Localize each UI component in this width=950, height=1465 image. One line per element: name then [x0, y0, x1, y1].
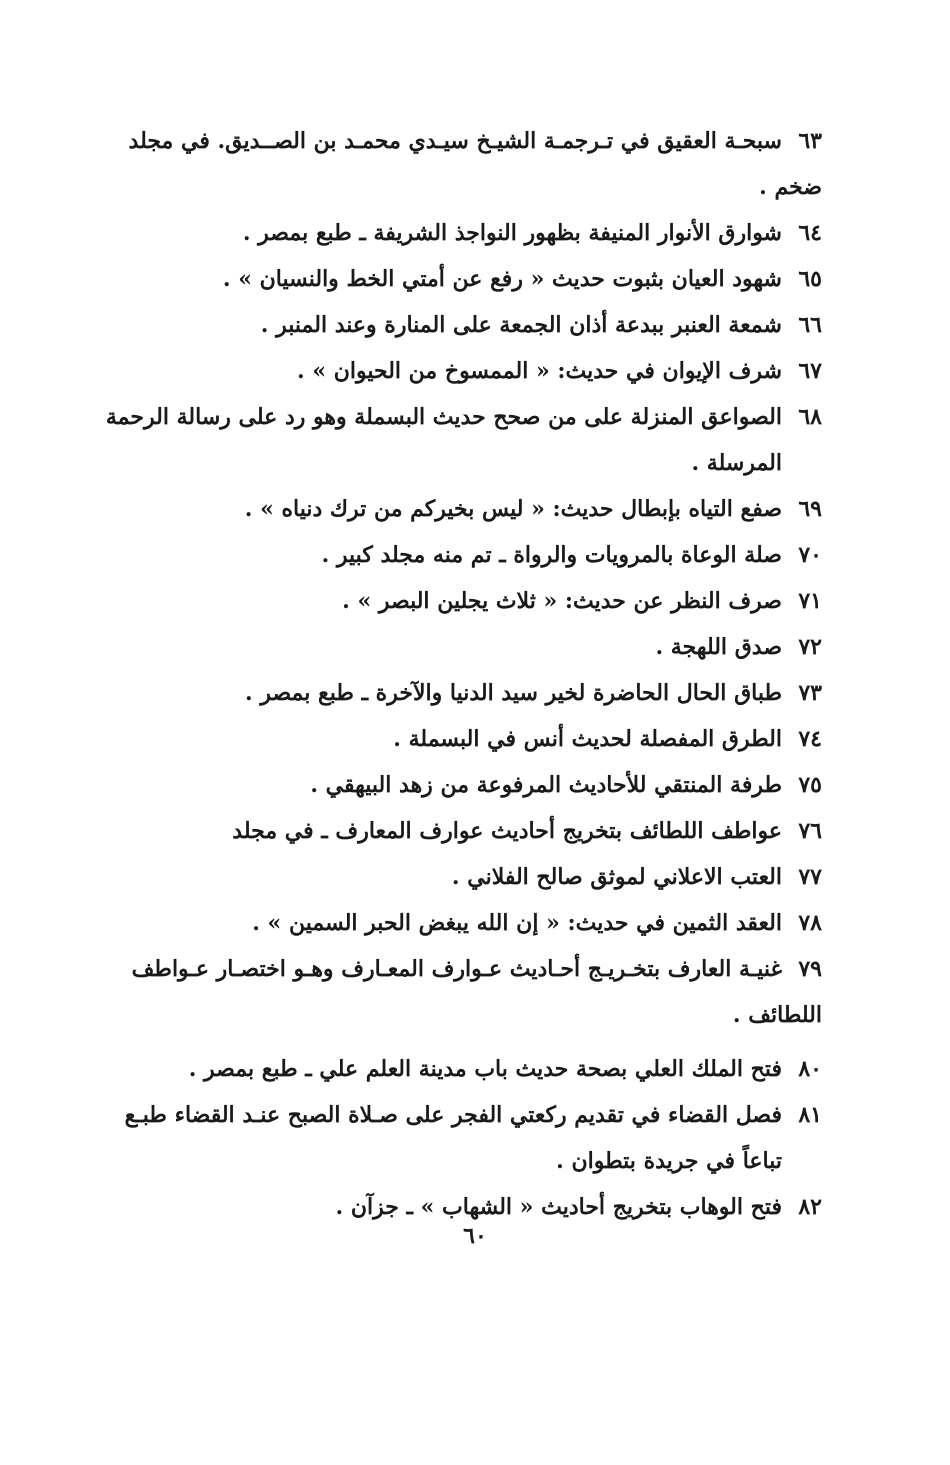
entry-text: صفع التياه بإبطال حديث: « ليس بخيركم من ترك دنياه » .	[244, 496, 782, 522]
entry-text: صدق اللهجة .	[655, 634, 782, 660]
entry-number: ٧١	[798, 588, 822, 614]
entry-text: طرفة المنتقي للأحاديث المرفوعة من زهد البيهقي .	[310, 772, 782, 798]
entry-number: ٦٧	[798, 358, 822, 384]
list-item	[92, 762, 822, 808]
entry-text: صلة الوعاة بالمرويات والرواة ـ تم منه مجلد كبير .	[321, 542, 782, 568]
list-item	[92, 394, 822, 486]
entry-line: فصل القضاء في تقديم ركعتي الفجر على صـلاة الصبح عنـد القضاء طبـع	[124, 1102, 782, 1128]
entry-text: شهود العيان بثبوت حديث « رفع عن أمتي الخط والنسيان » .	[222, 266, 782, 292]
entry-text: عواطف اللطائف بتخريج أحاديث عوارف المعارف ـ في مجلد	[232, 818, 782, 844]
entry-number: ٧٤	[798, 726, 822, 752]
list-item	[92, 256, 822, 302]
list-item	[92, 946, 822, 1038]
list-item	[92, 486, 822, 532]
entry-number: ٨١	[798, 1102, 822, 1128]
entry-number: ٦٩	[798, 496, 822, 522]
entry-text: العقد الثمين في حديث: « إن الله يبغض الحبر السمين » .	[252, 910, 782, 936]
entry-line: سبحـة العقيق في تـرجمـة الشيـخ سيـدي محمـد بن الصــديق. في مجلد	[128, 128, 782, 154]
page-number: ٦٠	[463, 1223, 487, 1249]
entry-text: فتح الوهاب بتخريج أحاديث « الشهاب » ـ جزآن .	[335, 1194, 782, 1220]
entry-number: ٧٧	[798, 864, 822, 890]
entry-text: شمعة العنبر ببدعة أذان الجمعة على المنارة وعند المنبر .	[260, 312, 782, 338]
list-item	[92, 1092, 822, 1184]
entry-number: ٨٢	[798, 1194, 822, 1220]
entry-number: ٦٥	[798, 266, 822, 292]
entry-text: شرف الإيوان في حديث: « الممسوخ من الحيوان » .	[297, 358, 782, 384]
list-item	[92, 900, 822, 946]
entry-text	[66, 394, 782, 486]
entry-number: ٦٣	[798, 128, 822, 154]
entry-text: شوارق الأنوار المنيفة بظهور النواجذ الشريفة ـ طبع بمصر .	[242, 220, 782, 246]
entry-number: ٦٦	[798, 312, 822, 338]
entry-number: ٧٣	[798, 680, 822, 706]
list-item	[92, 578, 822, 624]
list-item	[92, 1046, 822, 1092]
list-item	[92, 348, 822, 394]
list-item	[92, 118, 822, 210]
entry-text: العتب الاعلاني لموثق صالح الفلاني .	[451, 864, 782, 890]
list-item	[92, 808, 822, 854]
entry-number: ٧٦	[798, 818, 822, 844]
entry-text: فتح الملك العلي بصحة حديث باب مدينة العلم علي ـ طبع بمصر .	[188, 1056, 782, 1082]
list-item	[92, 670, 822, 716]
spacer	[92, 1038, 822, 1046]
list-item	[92, 210, 822, 256]
entry-number: ٧٠	[798, 542, 822, 568]
entry-text: الطرق المفصلة لحديث أنس في البسملة .	[393, 726, 782, 752]
entry-number: ٧٩	[798, 956, 822, 982]
list-item	[92, 716, 822, 762]
entry-text: صرف النظر عن حديث: « ثلاث يجلين البصر » .	[342, 588, 782, 614]
entry-continuation: تباعاً في جريدة بتطوان .	[556, 1148, 782, 1174]
list-item	[92, 532, 822, 578]
entry-text: طباق الحال الحاضرة لخير سيد الدنيا والآخرة ـ طبع بمصر .	[245, 680, 782, 706]
entry-continuation: ضخم .	[759, 174, 822, 200]
entry-line: الصواعق المنزلة على من صحح حديث البسملة وهو رد على رسالة الرحمة	[105, 404, 782, 430]
list-item	[92, 302, 822, 348]
entry-number: ٦٨	[798, 404, 822, 430]
list-item	[92, 854, 822, 900]
entry-number: ٧٢	[798, 634, 822, 660]
entry-number: ٦٤	[798, 220, 822, 246]
entry-number: ٧٥	[798, 772, 822, 798]
entry-number: ٨٠	[798, 1056, 822, 1082]
entry-number: ٧٨	[798, 910, 822, 936]
entry-text	[66, 1092, 782, 1184]
list-item	[92, 624, 822, 670]
bibliography-list	[92, 118, 822, 1230]
entry-continuation: اللطائف .	[732, 1002, 822, 1028]
entry-continuation: المرسلة .	[691, 450, 782, 476]
entry-line: غنيـة العارف بتخـريـج أحـاديث عـوارف المعـارف وهـو اختصـار عـواطف	[131, 956, 782, 982]
